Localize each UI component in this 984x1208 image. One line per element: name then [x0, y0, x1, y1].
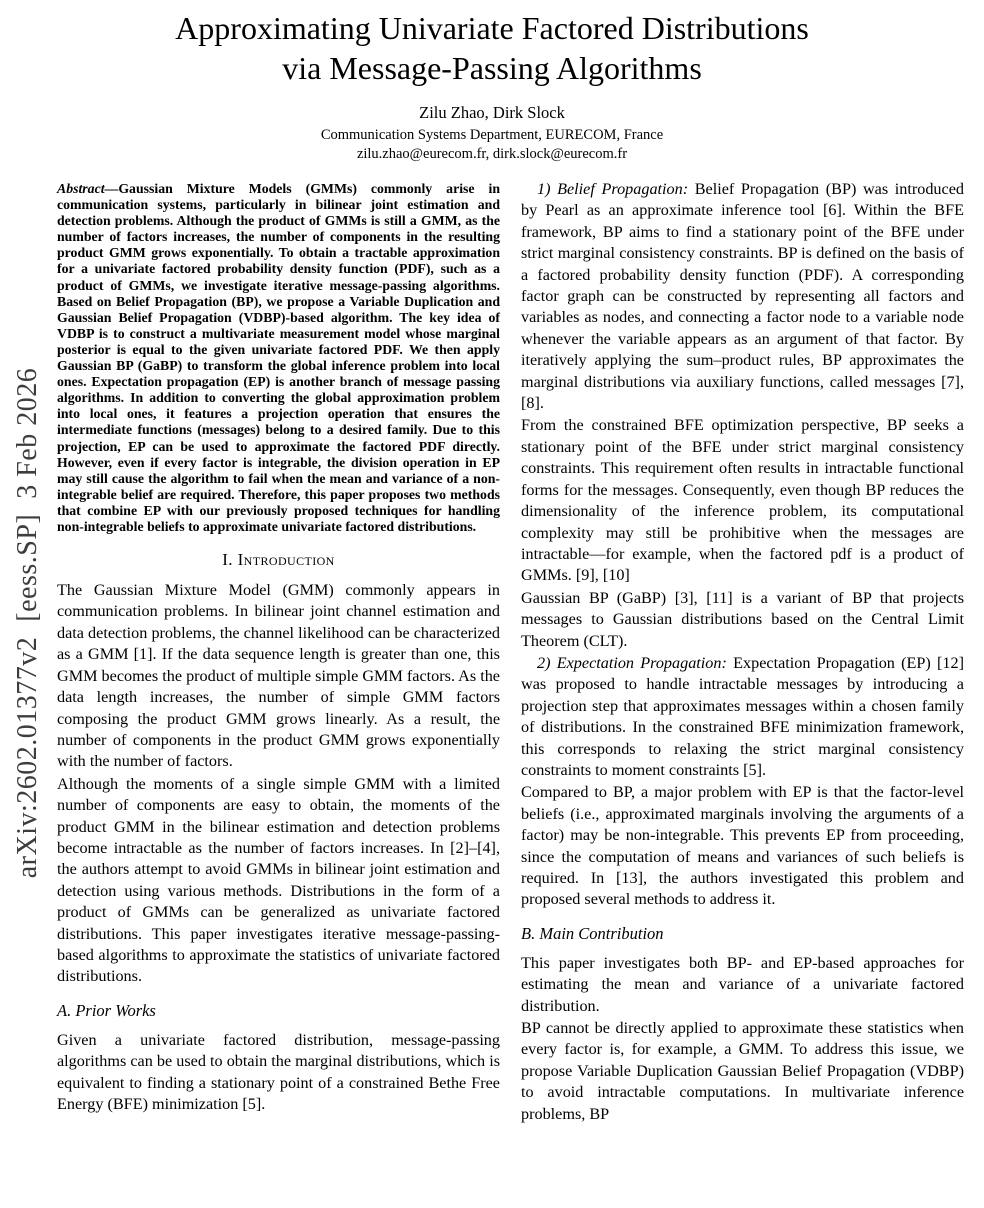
section-heading-introduction: I. Introduction	[222, 550, 335, 570]
abstract	[57, 181, 500, 535]
belief-propagation-paragraph-3: Gaussian BP (GaBP) [3], [11] is a variant of BP that projects messages to Gaussian distributions based on the Central Limit Theorem (CLT).	[521, 588, 964, 650]
paper-title-line-2: via Message-Passing Algorithms	[282, 50, 702, 86]
expectation-propagation-text-1: Expectation Propagation (EP) [12] was proposed to handle intractable messages by introducing a projection step that approximates messages within a chosen family of distributions. In the constrained BFE minimization framework, this corresponds to relaxing the strict marginal consistency constraints to moment constraints [5].	[521, 653, 964, 779]
right-column	[521, 179, 964, 1126]
paper-authors: Zilu Zhao, Dirk Slock	[419, 103, 565, 122]
left-column	[57, 179, 500, 1126]
paper-title-line-1: Approximating Univariate Factored Distributions	[175, 10, 809, 46]
abstract-label: Abstract	[57, 181, 105, 196]
expectation-propagation-paragraph-2: Compared to BP, a major problem with EP is that the factor-level beliefs (i.e., approximated marginals involving the arguments of a factor) may be non-integrable. This prevents EP from proceeding, since the computation of means and variances of such beliefs is required. In [13], the authors investigated this problem and proposed several methods to address it.	[521, 783, 964, 909]
paper-affiliation: Communication Systems Department, EURECOM, France	[320, 127, 664, 143]
paper-title	[0, 8, 984, 88]
paper-body	[57, 179, 964, 1126]
subsection-heading-prior-works: A. Prior Works	[57, 1000, 156, 1020]
belief-propagation-paragraph-1	[521, 179, 964, 414]
inline-heading-expectation-propagation: 2) Expectation Propagation:	[537, 653, 727, 672]
main-contribution-paragraph-1: This paper investigates both BP- and EP-based approaches for estimating the mean and variance of a univariate factored distribution.	[521, 953, 964, 1015]
inline-heading-belief-propagation: 1) Belief Propagation:	[537, 180, 689, 198]
paper-emails: zilu.zhao@eurecom.fr, dirk.slock@eurecom.fr	[356, 146, 628, 162]
belief-propagation-paragraph-2: From the constrained BFE optimization perspective, BP seeks a stationary point of the BFE under strict marginal consistency constraints. This requirement often results in intractable functional forms for the messages. Consequently, even though BP reduces the dimensionality of the inference problem, its computational complexity may still be prohibitive when the messages are intractable—for example, when the factored pdf is a product of GMMs. [9], [10]	[521, 416, 964, 585]
belief-propagation-text-1: Belief Propagation (BP) was introduced by Pearl as an approximate inference tool [6]. Within the BFE framework, BP aims to find a stationary point of the BFE under strict marginal consistency constraints. BP is defined on the basis of a factored probability density function (PDF). A corresponding factor graph can be constructed by representing all factors and variables as nodes, and connecting a factor node to a variable node whenever the variable appears as an argument of that factor. By iteratively applying the sum–product rules, BP approximates the marginal distributions via auxiliary functions, called messages [7], [8].	[521, 180, 964, 413]
introduction-paragraph-2: Although the moments of a single simple GMM with a limited number of components are easy to obtain, the moments of the product GMM in the bilinear estimation and detection problems become intractable as the number of factors increases. In [2]–[4], the authors attempt to avoid GMMs in bilinear joint estimation and detection using various methods. Distributions in the form of a product of GMMs can be generalized as univariate factored distributions. This paper investigates iterative message-passing-based algorithms to approximate the statistics of univariate factored distributions.	[57, 774, 500, 986]
subsection-heading-main-contribution: B. Main Contribution	[521, 923, 664, 943]
prior-works-paragraph-1: Given a univariate factored distribution, message-passing algorithms can be used to obtain the marginal distributions, which is equivalent to finding a stationary point of a constrained Bethe Free Energy (BFE) minimization [5].	[57, 1030, 500, 1113]
introduction-paragraph-1: The Gaussian Mixture Model (GMM) commonly appears in communication problems. In bilinear joint channel estimation and data detection problems, the channel likelihood can be characterized as a GMM [1]. If the data sequence length is greater than one, this GMM becomes the product of multiple simple GMM factors. As the data length increases, the number of simple GMM factors composing the product GMM grows linearly. As a result, the number of components in the product GMM grows exponentially with the number of factors.	[57, 581, 500, 771]
main-contribution-paragraph-2: BP cannot be directly applied to approximate these statistics when every factor is, for example, a GMM. To address this issue, we propose Variable Duplication Gaussian Belief Propagation (VDBP) to avoid intractable computations. In multivariate inference problems, BP	[521, 1019, 964, 1123]
expectation-propagation-paragraph-1	[521, 653, 964, 781]
paper-header	[0, 8, 984, 163]
arxiv-watermark: arXiv:2602.01377v2 [eess.SP] 3 Feb 2026	[12, 367, 43, 879]
abstract-text: —Gaussian Mixture Models (GMMs) commonly arise in communication systems, particularly in bilinear joint estimation and detection problems. Although the product of GMMs is still a GMM, as the number of factors increases, the number of components in the resulting product GMM grows exponentially. To obtain a tractable approximation for a univariate factored probability density function (PDF), such as a product of GMMs, we investigate iterative message-passing algorithms. Based on Belief Propagation (BP), we propose a Variable Duplication and Gaussian Belief Propagation (VDBP)-based algorithm. The key idea of VDBP is to construct a multivariate measurement model whose marginal posterior is equal to the given univariate factored PDF. We then apply Gaussian BP (GaBP) to transform the global inference problem into local ones. Expectation propagation (EP) is another branch of message passing algorithms. In addition to converting the global approximation problem into local ones, it features a projection operation that ensures the intermediate functions (messages) belong to a desired family. Due to this projection, EP can be used to approximate the factored PDF directly. However, even if every factor is integrable, the division operation in EP may still cause the algorithm to fail when the mean and variance of a non-integrable belief are required. Therefore, this paper proposes two methods that combine EP with our previously proposed techniques for handling non-integrable beliefs to approximate univariate factored distributions.	[57, 181, 500, 534]
